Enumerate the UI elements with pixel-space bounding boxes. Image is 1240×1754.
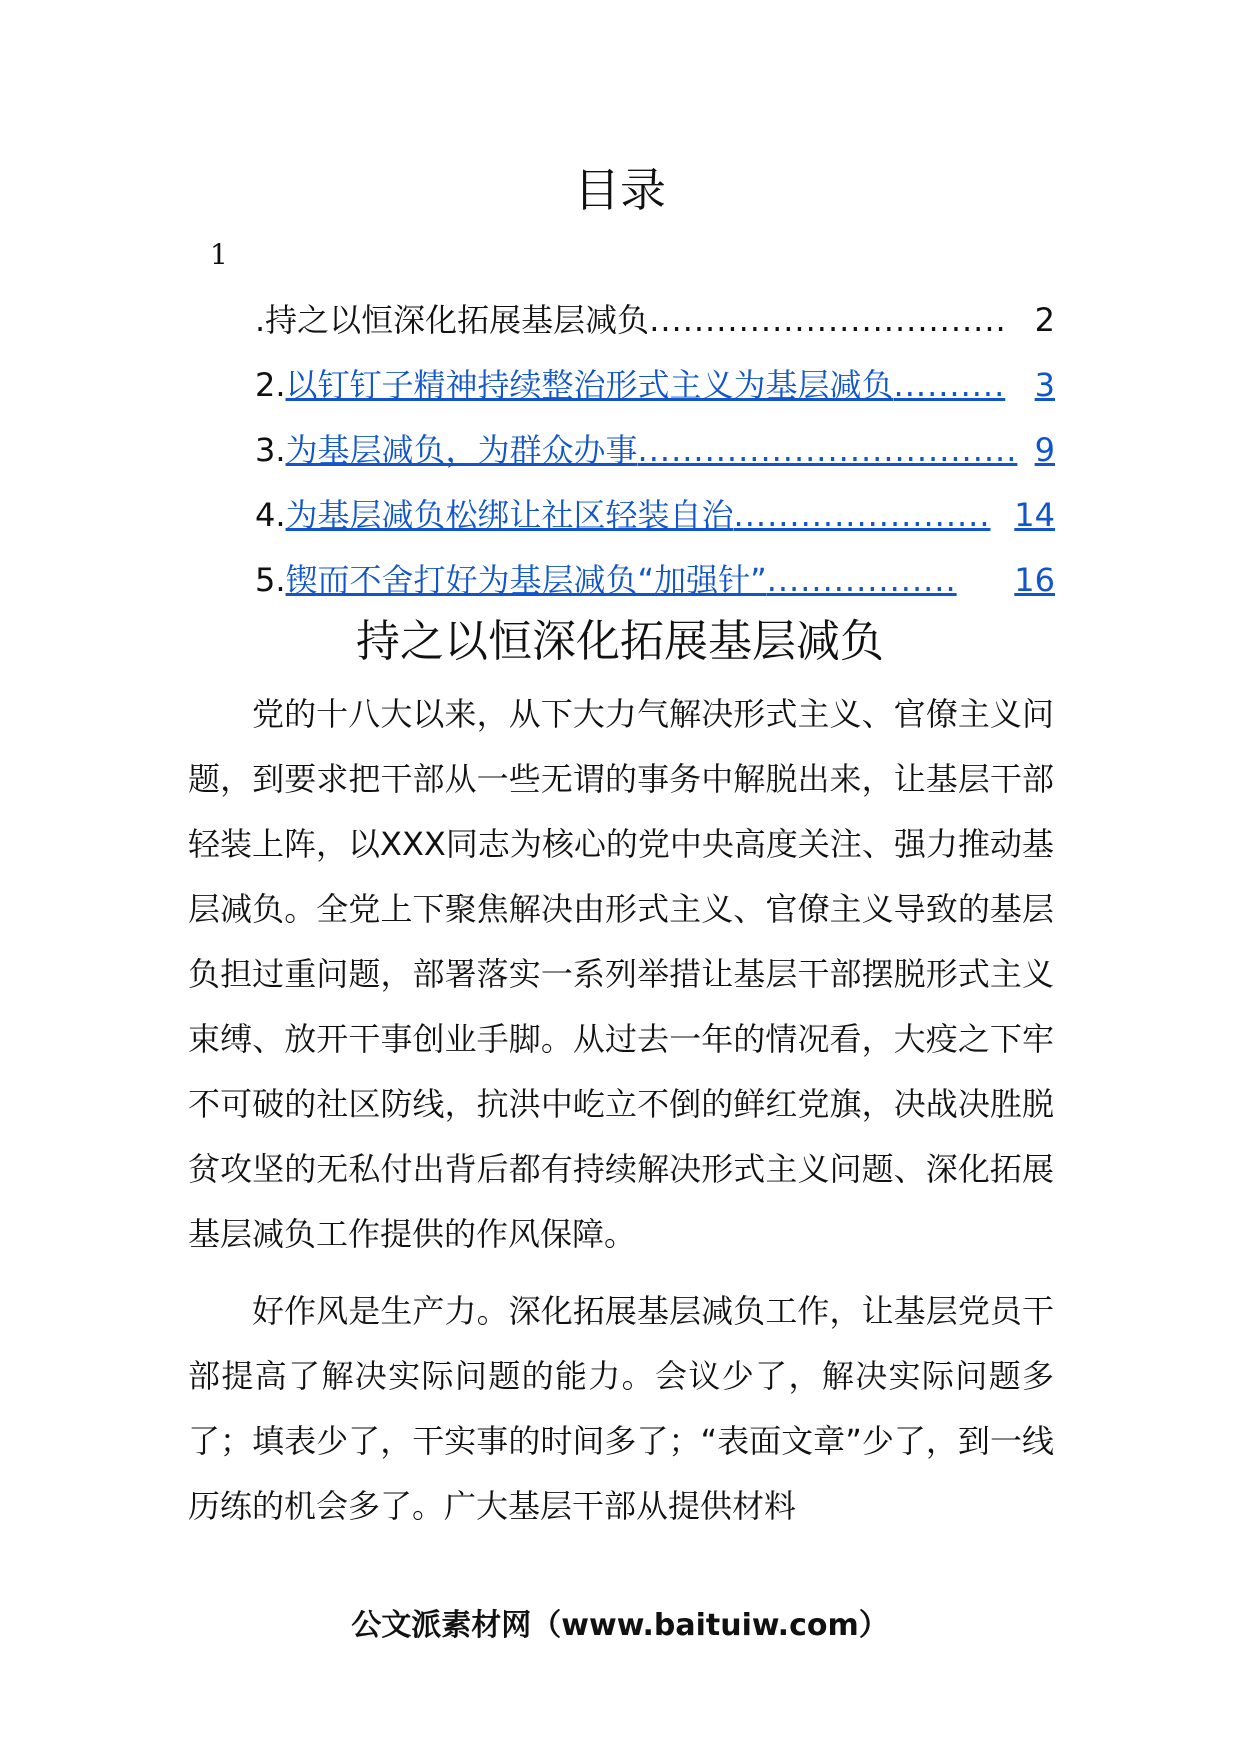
toc-item-3[interactable]	[255, 425, 1055, 490]
toc-item-label: 持之以恒深化拓展基层减负	[265, 301, 650, 339]
toc-item-page[interactable]: 16	[1014, 561, 1055, 599]
toc-item-link[interactable]: 为基层减负，为群众办事	[285, 431, 638, 469]
toc-item-5[interactable]	[255, 555, 1055, 620]
toc-title: 目录	[574, 163, 666, 217]
footer-watermark: 公文派素材网（www.baituiw.com）	[351, 1608, 889, 1643]
article-paragraph-2: 好作风是生产力。深化拓展基层减负工作，让基层党员干部提高了解决实际问题的能力。会议少了，解决实际问题多了；填表少了，干实事的时间多了；“表面文章”少了，到一线历练的机会多了。广大基层干部从提供材料	[188, 1292, 1054, 1525]
toc-item-page[interactable]: 9	[1034, 431, 1055, 469]
article-body	[188, 682, 1054, 1551]
toc-item-number: .	[255, 301, 266, 339]
toc-item-leader[interactable]: ..................................	[637, 431, 1018, 469]
toc-item-2[interactable]	[255, 360, 1055, 425]
toc-item-link[interactable]: 以钉钉子精神持续整治形式主义为基层减负	[285, 366, 894, 404]
toc-item-page[interactable]: 3	[1034, 366, 1055, 404]
toc-item-number: 5.	[255, 561, 286, 599]
toc-item-number: 4.	[255, 496, 286, 534]
article-paragraph-1: 党的十八大以来，从下大力气解决形式主义、官僚主义问题，到要求把干部从一些无谓的事务中解脱出来，让基层干部轻装上阵，以XXX同志为核心的党中央高度关注、强力推动基层减负。全党上下聚焦解决由形式主义、官僚主义导致的基层负担过重问题，部署落实一系列举措让基层干部摆脱形式主义束缚、放开干事创业手脚。从过去一年的情况看，大疫之下牢不可破的社区防线，抗洪中屹立不倒的鲜红党旗，决战决胜脱贫攻坚的无私付出背后都有持续解决形式主义问题、深化拓展基层减负工作提供的作风保障。	[188, 695, 1054, 1253]
toc-item-link[interactable]: 为基层减负松绑让社区轻装自治	[285, 496, 734, 534]
toc-number-marker: 1	[210, 238, 228, 271]
toc-item-4[interactable]	[255, 490, 1055, 555]
toc-item-page[interactable]: 14	[1014, 496, 1055, 534]
toc-item-number: 3.	[255, 431, 286, 469]
toc-item-leader: ................................	[649, 301, 1007, 339]
toc-item-number: 2.	[255, 366, 286, 404]
table-of-contents	[255, 295, 1055, 620]
toc-item-leader[interactable]: ..........	[893, 366, 1006, 404]
toc-item-page: 2	[1034, 301, 1055, 339]
article-title: 持之以恒深化拓展基层减负	[356, 616, 884, 667]
toc-item-leader[interactable]: .......................	[733, 496, 991, 534]
toc-item-link[interactable]: 锲而不舍打好为基层减负“加强针”	[285, 561, 767, 599]
toc-item-leader[interactable]: .................	[766, 561, 957, 599]
toc-item-1	[255, 295, 1055, 360]
